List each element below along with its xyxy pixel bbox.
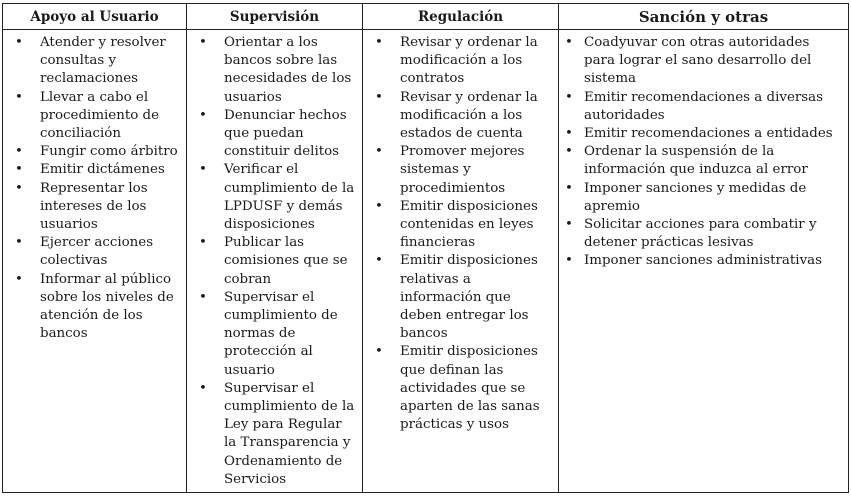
list-item: • Emitir disposiciones que definan las actividades que se aparten de las sanas prácticas y usos	[363, 343, 558, 434]
list-supervision	[187, 34, 362, 489]
list-item: • Llevar a cabo el procedimiento de conciliación	[3, 89, 186, 144]
column-supervision	[187, 30, 363, 493]
list-item: • Informar al público sobre los niveles de atención de los bancos	[3, 271, 186, 344]
list-item: • Orientar a los bancos sobre las necesidades de los usuarios	[187, 34, 362, 107]
list-item: • Emitir recomendaciones a diversas autoridades	[559, 89, 848, 125]
list-item: • Publicar las comisiones que se cobran	[187, 234, 362, 289]
list-item: • Fungir como árbitro	[3, 143, 186, 161]
header-supervision: Supervisión	[187, 4, 363, 30]
content-row	[3, 30, 849, 493]
list-item: • Imponer sanciones administrativas	[559, 252, 848, 270]
header-regulacion: Regulación	[363, 4, 559, 30]
list-item: • Emitir dictámenes	[3, 161, 186, 179]
list-item: • Coadyuvar con otras autoridades para lograr el sano desarrollo del sistema	[559, 34, 848, 89]
header-apoyo-al-usuario: Apoyo al Usuario	[3, 4, 187, 30]
list-item: • Emitir disposiciones contenidas en leyes financieras	[363, 198, 558, 253]
list-apoyo-al-usuario	[3, 34, 186, 343]
column-regulacion	[363, 30, 559, 493]
column-apoyo-al-usuario	[3, 30, 187, 493]
list-item: • Verificar el cumplimiento de la LPDUSF y demás disposiciones	[187, 161, 362, 234]
list-sancion-y-otras	[559, 34, 848, 271]
list-item: • Supervisar el cumplimiento de normas de protección al usuario	[187, 289, 362, 380]
list-item: • Denunciar hechos que puedan constituir delitos	[187, 107, 362, 162]
list-item: • Emitir disposiciones relativas a información que deben entregar los bancos	[363, 252, 558, 343]
list-item: • Ejercer acciones colectivas	[3, 234, 186, 270]
list-item: • Imponer sanciones y medidas de apremio	[559, 180, 848, 216]
list-item: • Solicitar acciones para combatir y detener prácticas lesivas	[559, 216, 848, 252]
list-regulacion	[363, 34, 558, 434]
header-sancion-y-otras: Sanción y otras	[559, 4, 849, 30]
functions-table	[2, 3, 849, 493]
list-item: • Representar los intereses de los usuarios	[3, 180, 186, 235]
list-item: • Ordenar la suspensión de la información que induzca al error	[559, 143, 848, 179]
header-row	[3, 4, 849, 30]
list-item: • Revisar y ordenar la modificación a los estados de cuenta	[363, 89, 558, 144]
list-item: • Supervisar el cumplimiento de la Ley para Regular la Transparencia y Ordenamiento de Servicios	[187, 380, 362, 489]
list-item: • Atender y resolver consultas y reclamaciones	[3, 34, 186, 89]
list-item: • Emitir recomendaciones a entidades	[559, 125, 848, 143]
list-item: • Revisar y ordenar la modificación a los contratos	[363, 34, 558, 89]
column-sancion-y-otras	[559, 30, 849, 493]
list-item: • Promover mejores sistemas y procedimientos	[363, 143, 558, 198]
